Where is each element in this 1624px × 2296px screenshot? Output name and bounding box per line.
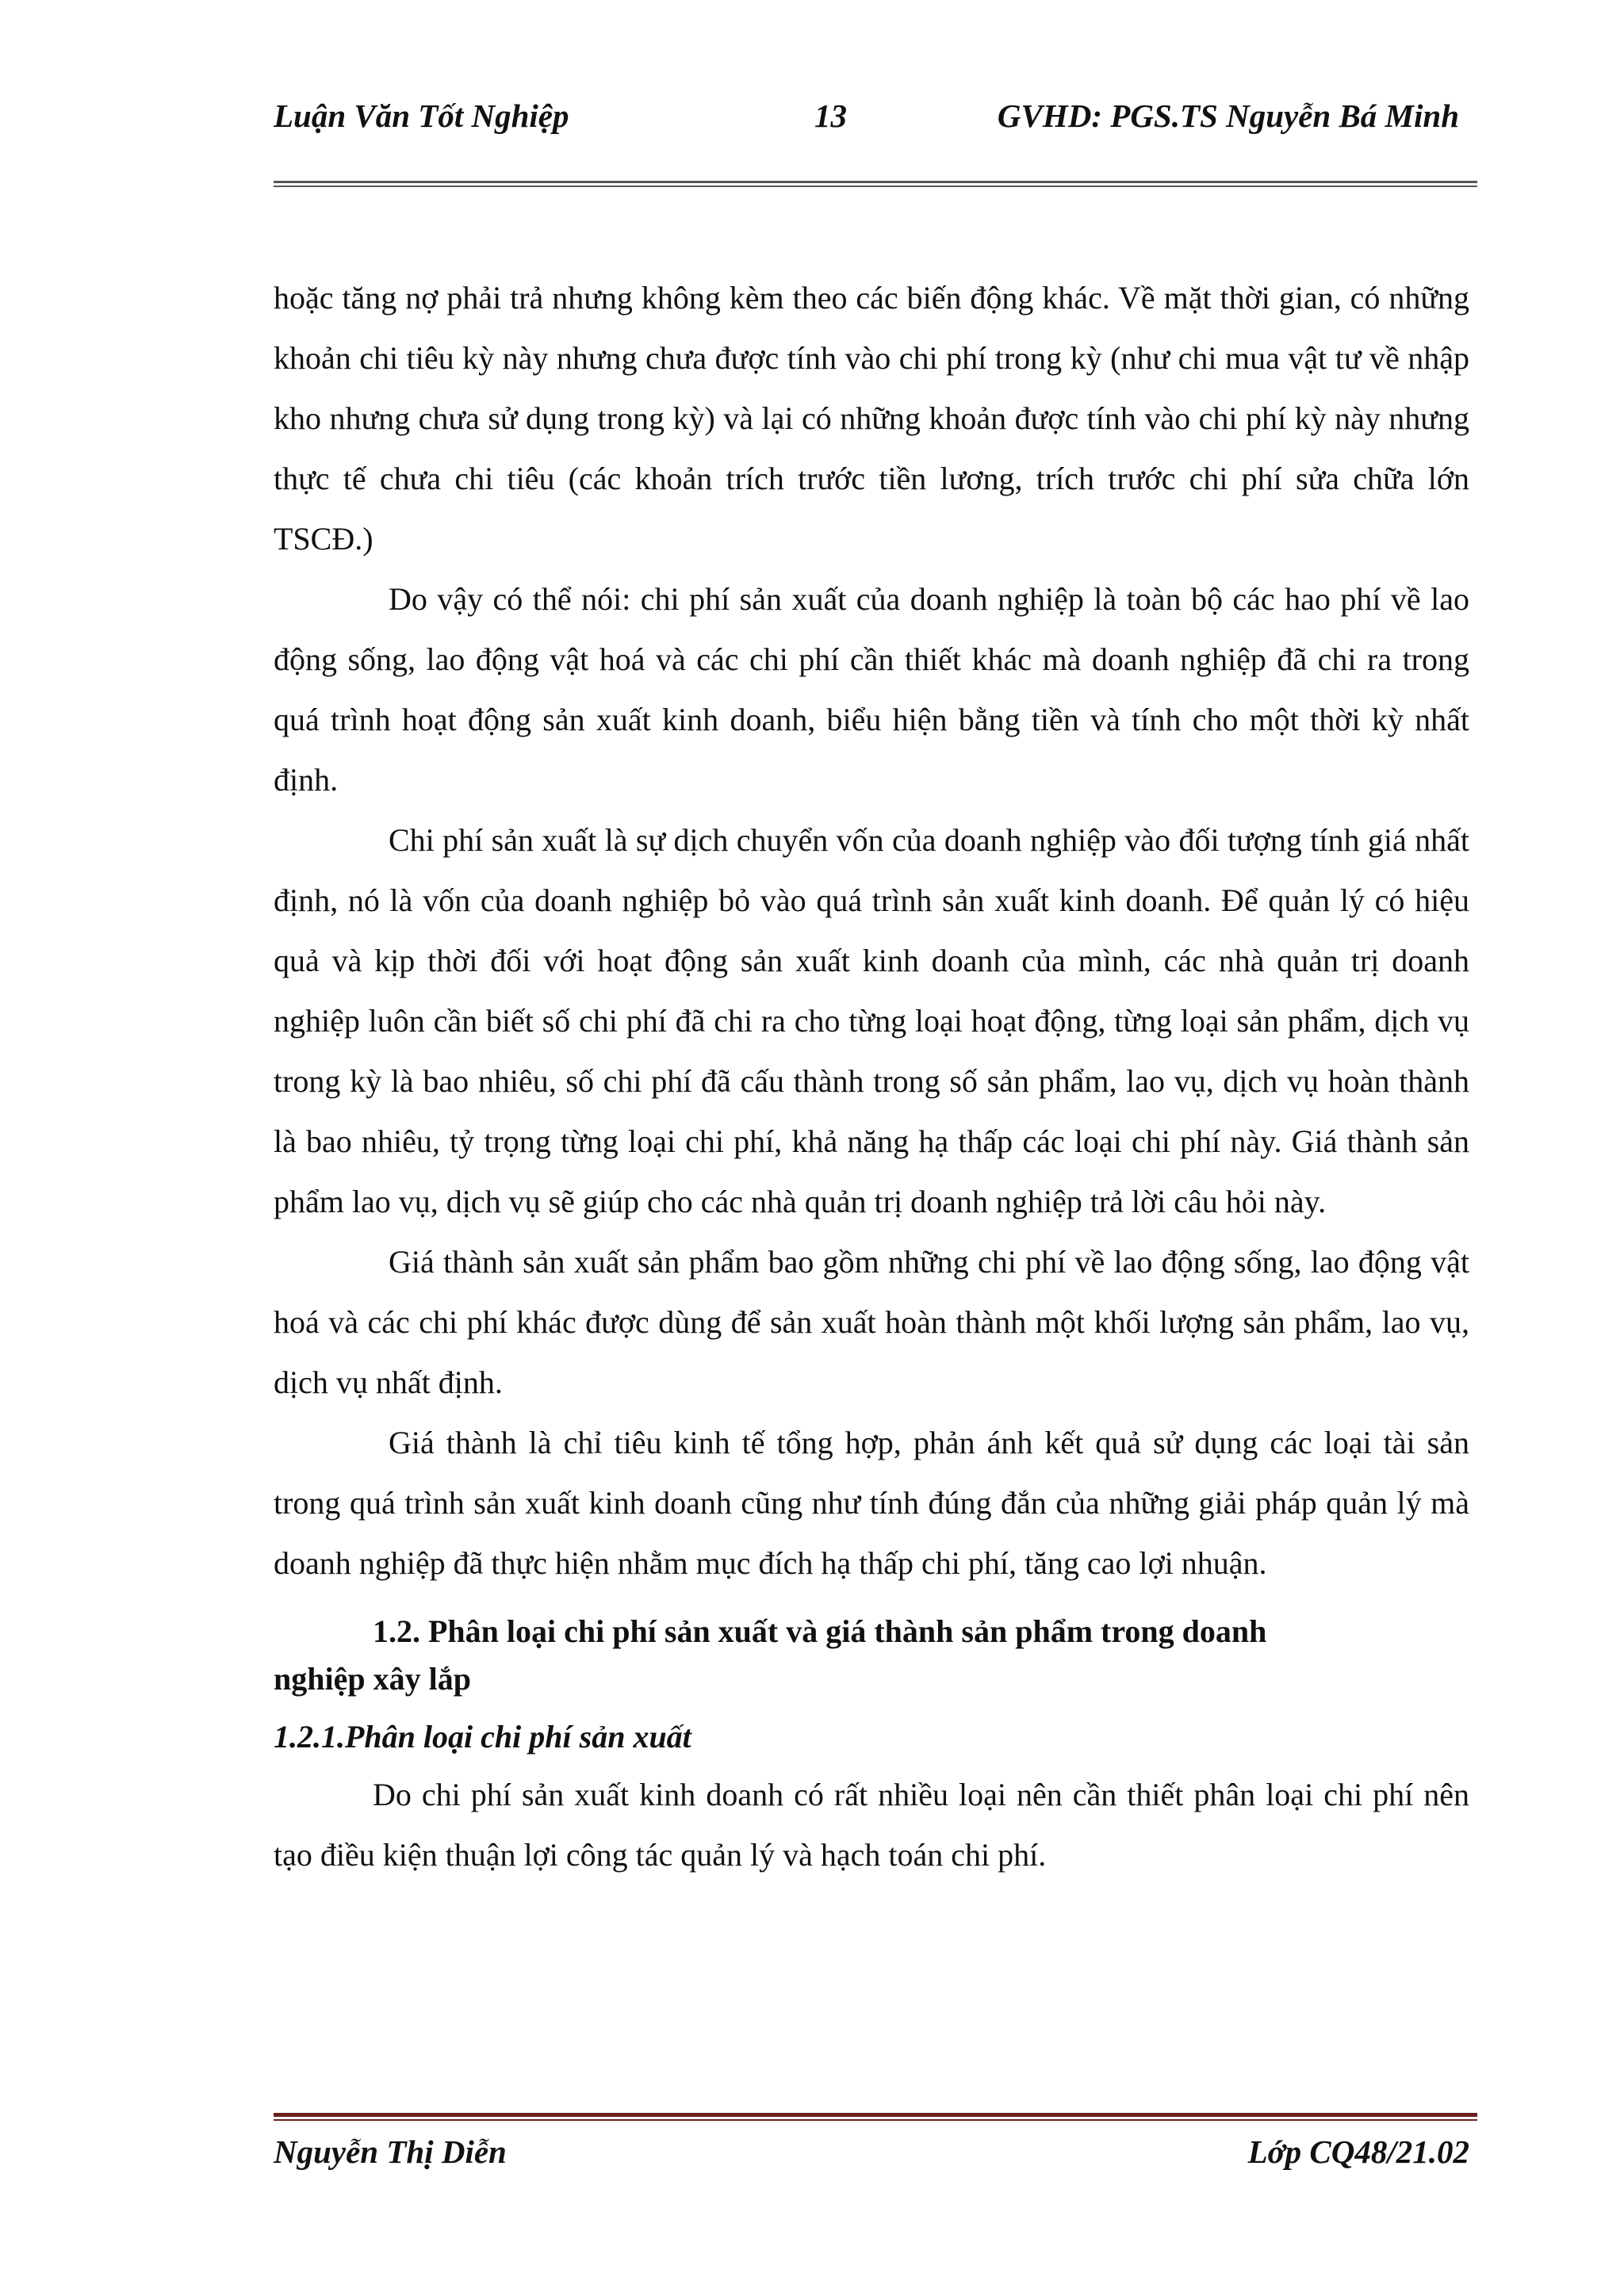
footer-divider-thin — [274, 2119, 1477, 2121]
section-heading — [274, 1608, 1469, 1703]
class-code: Lớp CQ48/21.02 — [1247, 2133, 1469, 2170]
page-body — [274, 268, 1469, 1885]
subsection-heading: 1.2.1.Phân loại chi phí sản xuất — [274, 1719, 691, 1755]
section-heading-line-2: nghiệp xây lắp — [274, 1661, 471, 1697]
paragraph-3: Chi phí sản xuất là sự dịch chuyển vốn của doanh nghiệp vào đối tượng tính giá nhất định, nó là vốn của doanh nghiệp bỏ vào quá trình sản xuất kinh doanh. Để quản lý có hiệu quả và kịp thời đối với hoạt động sản xuất kinh doanh của mình, các nhà quản trị doanh nghiệp luôn cần biết số chi phí đã chi ra cho từng loại hoạt động, từng loại sản phẩm, dịch vụ trong kỳ là bao nhiêu, số chi phí đã cấu thành trong số sản phẩm, lao vụ, dịch vụ hoàn thành là bao nhiêu, tỷ trọng từng loại chi phí, khả năng hạ thấp các loại chi phí này. Giá thành sản phẩm lao vụ, dịch vụ sẽ giúp cho các nhà quản trị doanh nghiệp trả lời câu hỏi này. — [274, 822, 1469, 1219]
section-heading-line-1: 1.2. Phân loại chi phí sản xuất và giá thành sản phẩm trong doanh — [373, 1613, 1267, 1649]
page-header — [274, 97, 1459, 144]
footer-divider — [274, 2113, 1477, 2117]
header-divider-thin — [274, 186, 1477, 187]
paragraph-4: Giá thành sản xuất sản phẩm bao gồm những chi phí về lao động sống, lao động vật hoá và các chi phí khác được dùng để sản xuất hoàn thành một khối lượng sản phẩm, lao vụ, dịch vụ nhất định. — [274, 1244, 1469, 1400]
page-number: 13 — [814, 98, 847, 134]
page-footer — [274, 2133, 1469, 2180]
paragraph-1: hoặc tăng nợ phải trả nhưng không kèm theo các biến động khác. Về mặt thời gian, có những khoản chi tiêu kỳ này nhưng chưa được tính vào chi phí trong kỳ (như chi mua vật tư về nhập kho nhưng chưa sử dụng trong kỳ) và lại có những khoản được tính vào chi phí kỳ này nhưng thực tế chưa chi tiêu (các khoản trích trước tiền lương, trích trước chi phí sửa chữa lớn TSCĐ.) — [274, 280, 1469, 557]
supervisor-label: GVHD: PGS.TS Nguyễn Bá Minh — [997, 98, 1459, 134]
paragraph-5: Giá thành là chỉ tiêu kinh tế tổng hợp, phản ánh kết quả sử dụng các loại tài sản trong quá trình sản xuất kinh doanh cũng như tính đúng đắn của những giải pháp quản lý mà doanh nghiệp đã thực hiện nhằm mục đích hạ thấp chi phí, tăng cao lợi nhuận. — [274, 1425, 1469, 1581]
paragraph-2: Do vậy có thể nói: chi phí sản xuất của doanh nghiệp là toàn bộ các hao phí về lao động sống, lao động vật hoá và các chi phí cần thiết khác mà doanh nghiệp đã chi ra trong quá trình hoạt động sản xuất kinh doanh, biểu hiện bằng tiền và tính cho một thời kỳ nhất định. — [274, 581, 1469, 798]
header-divider — [274, 181, 1477, 183]
thesis-title: Luận Văn Tốt Nghiệp — [274, 98, 569, 134]
paragraph-6: Do chi phí sản xuất kinh doanh có rất nhiều loại nên cần thiết phân loại chi phí nên tạo điều kiện thuận lợi công tác quản lý và hạch toán chi phí. — [274, 1777, 1469, 1873]
author-name: Nguyễn Thị Diễn — [274, 2133, 507, 2170]
